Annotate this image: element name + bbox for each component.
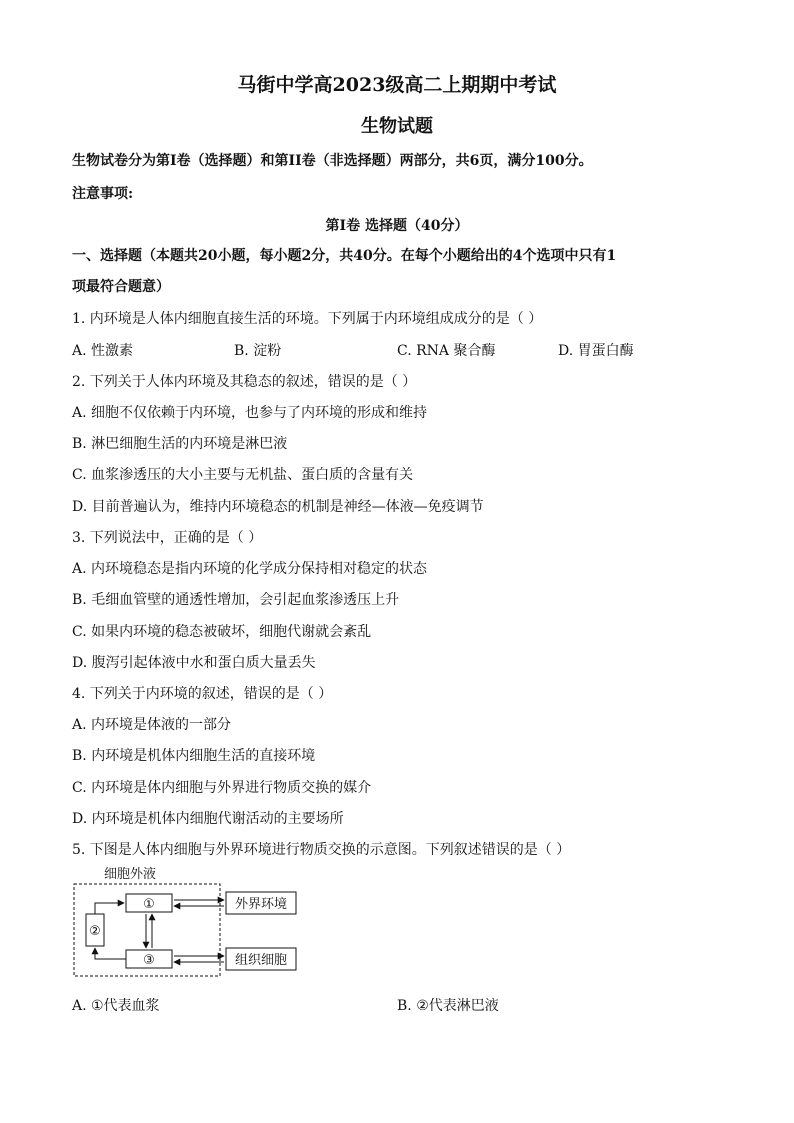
question-1-stem: 1. 内环境是人体内细胞直接生活的环境。下列属于内环境组成成分的是（ ） [72,311,543,327]
node-2-label: ② [89,924,101,939]
question-4-option-b: B. 内环境是机体内细胞生活的直接环境 [72,748,316,764]
extracellular-fluid-label: 细胞外液 [104,867,157,882]
arrow-3-to-2 [95,948,126,959]
question-4-option-c: C. 内环境是体内细胞与外界进行物质交换的媒介 [72,780,372,796]
question-2-stem: 2. 下列关于人体内环境及其稳态的叙述，错误的是（ ） [72,374,417,390]
question-2-option-c: C. 血浆渗透压的大小主要与无机盐、蛋白质的含量有关 [72,467,414,483]
question-1-option-c: C. RNA 聚合酶 [397,343,496,359]
exam-subtitle: 生物试题 [361,116,433,137]
question-5-option-b: B. ②代表淋巴液 [397,998,499,1014]
question-3-stem: 3. 下列说法中，正确的是（ ） [72,530,263,546]
question-4-option-d: D. 内环境是机体内细胞代谢活动的主要场所 [72,811,344,827]
question-3-option-b: B. 毛细血管壁的通透性增加，会引起血浆渗透压上升 [72,592,400,608]
exchange-diagram [70,862,310,982]
question-4-option-a: A. 内环境是体液的一部分 [72,717,232,733]
question-1-option-b: B. 淀粉 [234,343,282,359]
exam-title: 马街中学高2023级高二上期期中考试 [237,74,557,96]
part1-heading: 第I卷 选择题（40分） [325,218,469,234]
question-2-option-a: A. 细胞不仅依赖于内环境，也参与了内环境的形成和维持 [72,405,428,421]
external-environment-label: 外界环境 [234,897,288,912]
question-5-option-a: A. ①代表血浆 [72,998,160,1014]
question-5-stem: 5. 下图是人体内细胞与外界环境进行物质交换的示意图。下列叙述错误的是（ ） [72,842,571,858]
question-2-option-d: D. 目前普遍认为，维持内环境稳态的机制是神经—体液—免疫调节 [72,499,484,515]
question-1-option-d: D. 胃蛋白酶 [558,343,634,359]
section1-line1: 一、选择题（本题共20小题，每小题2分，共40分。在每个小题给出的4个选项中只有1 [72,248,617,264]
node-1-label: ① [143,897,155,912]
node-3-label: ③ [143,953,155,968]
arrow-2-to-1 [95,903,124,914]
question-1-option-a: A. 性激素 [72,343,134,359]
question-3-option-a: A. 内环境稳态是指内环境的化学成分保持相对稳定的状态 [72,561,428,577]
question-2-option-b: B. 淋巴细胞生活的内环境是淋巴液 [72,436,288,452]
exam-intro: 生物试卷分为第I卷（选择题）和第II卷（非选择题）两部分，共6页，满分100分。 [72,153,593,169]
question-4-stem: 4. 下列关于内环境的叙述，错误的是（ ） [72,686,333,702]
tissue-cells-label: 组织细胞 [234,953,288,968]
question-3-option-c: C. 如果内环境的稳态被破坏，细胞代谢就会紊乱 [72,624,372,640]
question-3-option-d: D. 腹泻引起体液中水和蛋白质大量丢失 [72,655,316,671]
section1-line2: 项最符合题意） [72,279,170,295]
notice-label: 注意事项: [72,186,134,202]
